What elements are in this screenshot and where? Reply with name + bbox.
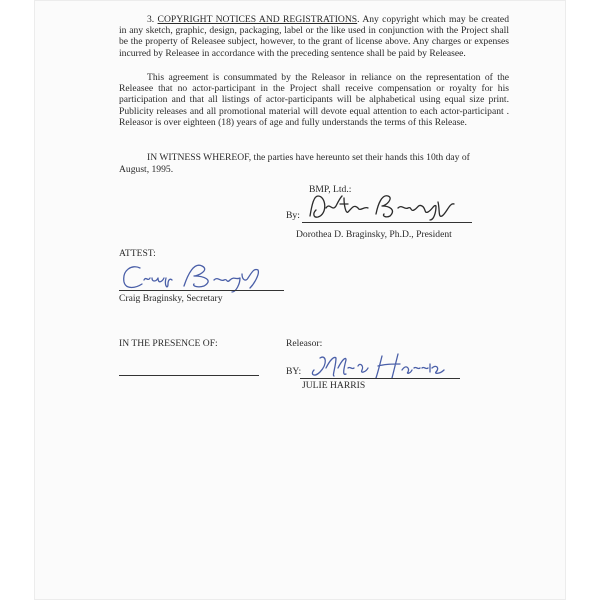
- attest-label: ATTEST:: [119, 248, 156, 259]
- section-3-number: 3.: [147, 14, 155, 25]
- releasor-signature-line: [300, 378, 460, 379]
- company-name: BMP, Ltd.:: [309, 184, 352, 195]
- section-3-body: . Any copyright which may be created in any sketch, graphic, design, packaging, label or the like used in conjunction with the Project shall be the property of Releasee subject, however, to the grant of license above. Any charges or expenses incurred by Releasee in accordance with the preceding sentence shall be paid by Releasee.: [119, 14, 509, 59]
- releasor-signer-name: JULIE HARRIS: [302, 380, 366, 391]
- company-signer-name: Dorothea D. Braginsky, Ph.D., President: [296, 229, 452, 240]
- company-by-label: By:: [286, 210, 300, 221]
- witness-line-1: IN WITNESS WHEREOF, the parties have hereunto set their hands this 10th day of: [147, 152, 470, 163]
- company-signature: [304, 190, 474, 224]
- agreement-paragraph: This agreement is consummated by the Releasor in reliance on the representation of the Releasee that no actor-participant in the Project shall receive compensation or royalty for his participation and that all listings of actor-participants will be alphabetical using equal size print. Publicity releases and all promotional material will devote equal attention to each actor-participant . Releasor is over eighteen (18) years of age and fully understands the terms of this Release.: [119, 72, 509, 128]
- attest-signer-name: Craig Braginsky, Secretary: [119, 293, 223, 304]
- presence-label: IN THE PRESENCE OF:: [119, 338, 218, 349]
- section-3-paragraph: [119, 14, 509, 59]
- section-3-heading: COPYRIGHT NOTICES AND REGISTRATIONS: [157, 14, 358, 25]
- releasor-label: Releasor:: [286, 338, 323, 349]
- releasor-by-label: BY:: [286, 366, 302, 377]
- witness-line-2: August, 1995.: [119, 164, 174, 175]
- document-page: [34, 0, 566, 600]
- presence-signature-line: [119, 375, 259, 376]
- attest-signature-line: [119, 290, 284, 291]
